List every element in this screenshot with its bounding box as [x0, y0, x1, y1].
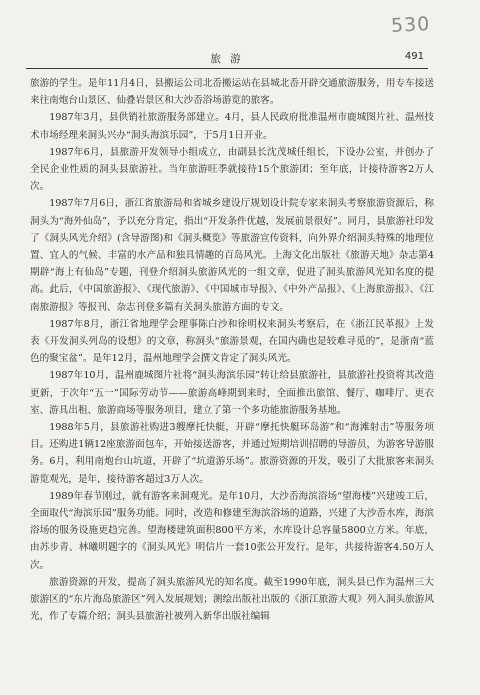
page-number: 491 — [404, 51, 424, 62]
paragraph: 1987年7月6日，浙江省旅游局和省城乡建设厅规划设计院专家来洞头考察旅游资源后，称洞头为“海外仙岛”，予以充分肯定，指出“开发条件优越，发展前景很好”。同月，县旅游社印发了《洞头风光介绍》(含导游图)和《洞头概览》等旅游宣传资料，向外界介绍洞头特殊的地理位置、宜人的气候、丰富的水产品和独具情趣的百岛风光。上海文化出版社《旅游天地》杂志第4期辟“海上有仙岛”专题，刊登介绍洞头旅游风光的一组文章，促进了洞头旅游风光知名度的提高。此后，《中国旅游报》、《现代旅游》、《中国城市导报》、《中外产品报》、《上海旅游报》、《江南旅游报》等报刊、杂志刊登多篇有关洞头旅游方面的专文。 — [30, 198, 434, 313]
body-text — [30, 75, 434, 626]
header-title: 旅 游 — [210, 53, 244, 65]
running-header — [26, 51, 428, 69]
paragraph: 1987年6月，县旅游开发领导小组成立，由副县长沈茂城任组长，下设办公室，并创办了全民企业性质的洞头县旅游社。当年旅游旺季就接待15个旅游团；至年底，计接待游客2万人次。 — [30, 146, 434, 193]
paragraph: 1987年8月，浙江省地理学会理事陈白沙和徐明权来洞头考察后，在《浙江民革报》上发表《开发洞头列岛的设想》的文章，称洞头“旅游景观，在国内确也是较难寻觅的”，是浙南“蓝色的聚宝盆”。是年12月，温州地理学会撰文肯定了洞头风光。 — [30, 318, 434, 365]
paragraph: 1989年春节刚过，就有游客来洞观光。是年10月，大沙岙海滨浴场“望海楼”兴建竣工后，全面取代“海滨乐园”服务功能。同时，改造和修建至海滨浴场的道路，兴建了大沙岙水库，海滨浴场的服务设施更趋完善。望海楼建筑面积800平方米，水库设计总容量5800立方米。年底，由苏步青、林曦明题字的《洞头风光》明信片一套10张公开发行。是年，共接待游客4.50万人次。 — [30, 490, 434, 571]
paragraph: 1987年10月，温州鹿城图片社将“洞头海滨乐园”转让给县旅游社，县旅游社投资将其改造更新，于次年“五一”国际劳动节——旅游高峰期到来时，全面推出旅馆、餐厅、咖啡厅、更衣室、游具出租、旅游商场等服务项目，建立了第一个多功能旅游服务基地。 — [30, 370, 434, 416]
paragraph: 1987年3月，县供销社旅游服务部建立。4月，县人民政府批准温州市鹿城图片社、温州技术市场经理来洞头兴办“洞头海滨乐园”，于5月1日开业。 — [30, 112, 434, 141]
paragraph: 1988年5月，县旅游社购进3艘摩托快艇，开辟“摩托快艇环岛游”和“海滩射击”等服务项目。还购进1辆12座旅游面包车，开始接送游客，并通过短期培训招聘的导游员，为游客导游服务。6月，利用南炮台山坑道，开辟了“坑道游乐场”。旅游资源的开发，吸引了大批旅客来洞头游览观光，是年，接待游客超过3万人次。 — [30, 422, 434, 485]
paragraph: 旅游资源的开发，提高了洞头旅游风光的知名度。截至1990年底，洞头县已作为温州三大旅游区的“东片海岛旅游区”列入发展规划；测绘出版社出版的《浙江旅游大观》列入洞头旅游风光，作了专篇介绍；洞头县旅游社被列入新华出版社编辑 — [30, 576, 434, 623]
handwritten-page-number: 530 — [390, 12, 431, 38]
paragraph: 旅游的学生。是年11月4日，县搬运公司北岙搬运站在县城北岙开辟交通旅游服务，用专车接送来往南炮台山景区、仙叠岩景区和大沙岙浴场游览的旅客。 — [30, 78, 434, 107]
